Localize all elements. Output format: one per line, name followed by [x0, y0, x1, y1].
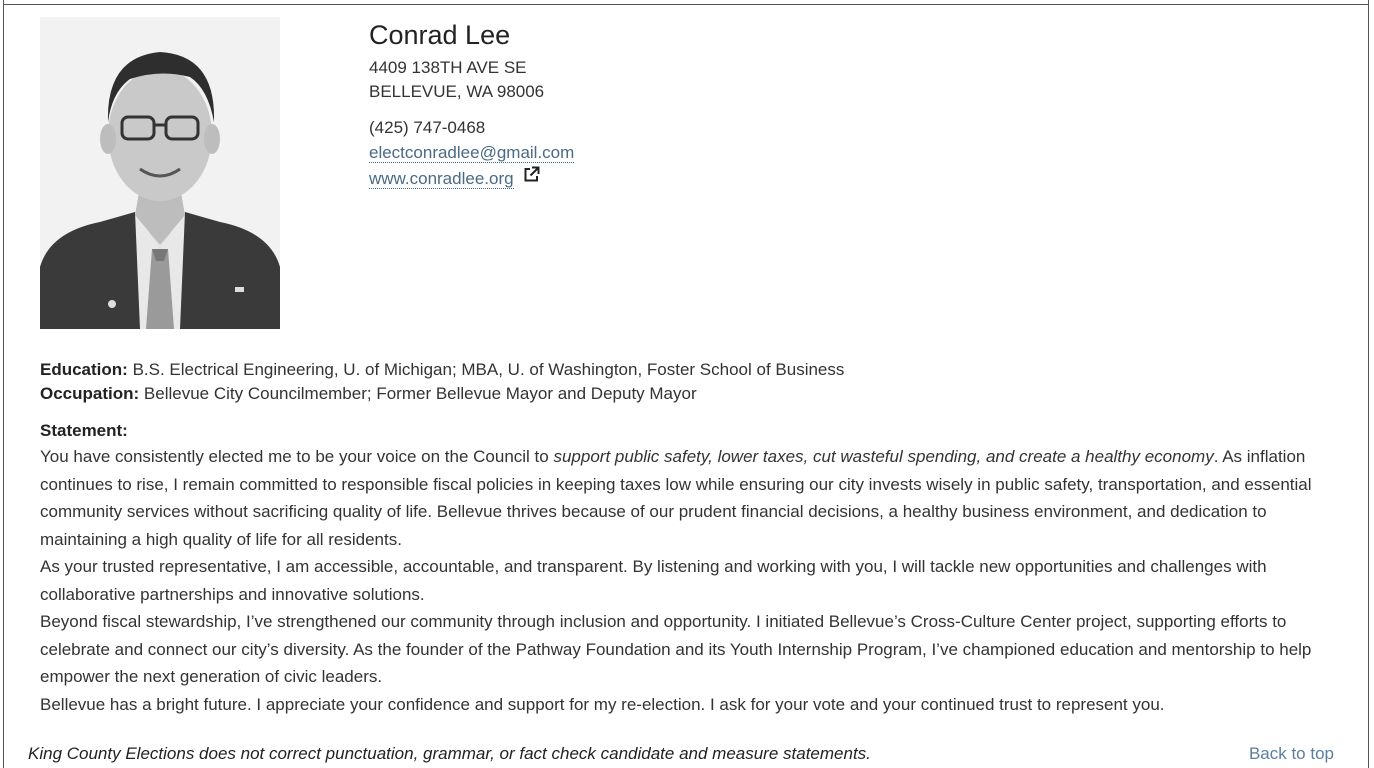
education-row [40, 358, 1340, 382]
email-row [369, 140, 969, 166]
statement-paragraph-2: As your trusted representative, I am accessible, accountable, and transparent. By listening and working with you, I will tackle new opportunities and challenges with collaborative partnerships and innovative solutions. [40, 557, 1267, 604]
external-link-icon[interactable] [523, 166, 540, 188]
candidate-photo [40, 17, 280, 329]
education-label: Education: [40, 360, 128, 379]
occupation-row [40, 382, 1340, 406]
phone-number: (425) 747-0468 [369, 118, 486, 137]
occupation-label: Occupation: [40, 384, 140, 403]
statement-body [40, 443, 1340, 718]
contact-info [369, 18, 969, 192]
statement-label: Statement: [40, 421, 128, 440]
education-value: B.S. Electrical Engineering, U. of Michigan; MBA, U. of Washington, Foster School of Business [132, 360, 845, 379]
candidate-portrait-image [40, 17, 280, 329]
back-to-top-link[interactable]: Back to top [1248, 744, 1334, 763]
address-line-2: BELLEVUE, WA 98006 [369, 82, 545, 101]
statement-paragraph-1: You have consistently elected me to be your voice on the Council to support public safety, lower taxes, cut wasteful spending, and create a healthy economy. As inflation continues to rise, I remain committed to responsible fiscal policies in keeping taxes low while ensuring our city invests wisely in public safety, transportation, and essential community services without sacrificing quality of life. Bellevue thrives because of our prudent financial decisions, a healthy business environment, and dedication to maintaining a high quality of life for all residents. [40, 447, 1312, 549]
website-row [369, 166, 969, 192]
statement-paragraph-4: Bellevue has a bright future. I appreciate your confidence and support for my re-election. I ask for your vote and your continued trust to represent you. [40, 694, 1165, 714]
statement-emphasis: support public safety, lower taxes, cut wasteful spending, and create a healthy economy [553, 447, 1214, 466]
statement-paragraph-3: Beyond fiscal stewardship, I’ve strengthened our community through inclusion and opportunity. I initiated Bellevue’s Cross-Culture Center project, supporting efforts to celebrate and connect our city’s diversity. As the founder of the Pathway Foundation and its Youth Internship Program, I’ve championed education and mentorship to help empower the next generation of civic leaders. [40, 612, 1312, 686]
disclaimer-text: King County Elections does not correct punctuation, grammar, or fact check candidate and measure statements. [28, 744, 871, 763]
candidate-details [40, 358, 1340, 443]
email-link[interactable]: electconradlee@gmail.com [369, 143, 575, 162]
website-link[interactable]: www.conradlee.org [369, 169, 514, 188]
occupation-value: Bellevue City Councilmember; Former Bellevue Mayor and Deputy Mayor [143, 384, 697, 403]
candidate-name: Conrad Lee [369, 20, 511, 50]
address-line-1: 4409 138TH AVE SE [369, 58, 527, 77]
